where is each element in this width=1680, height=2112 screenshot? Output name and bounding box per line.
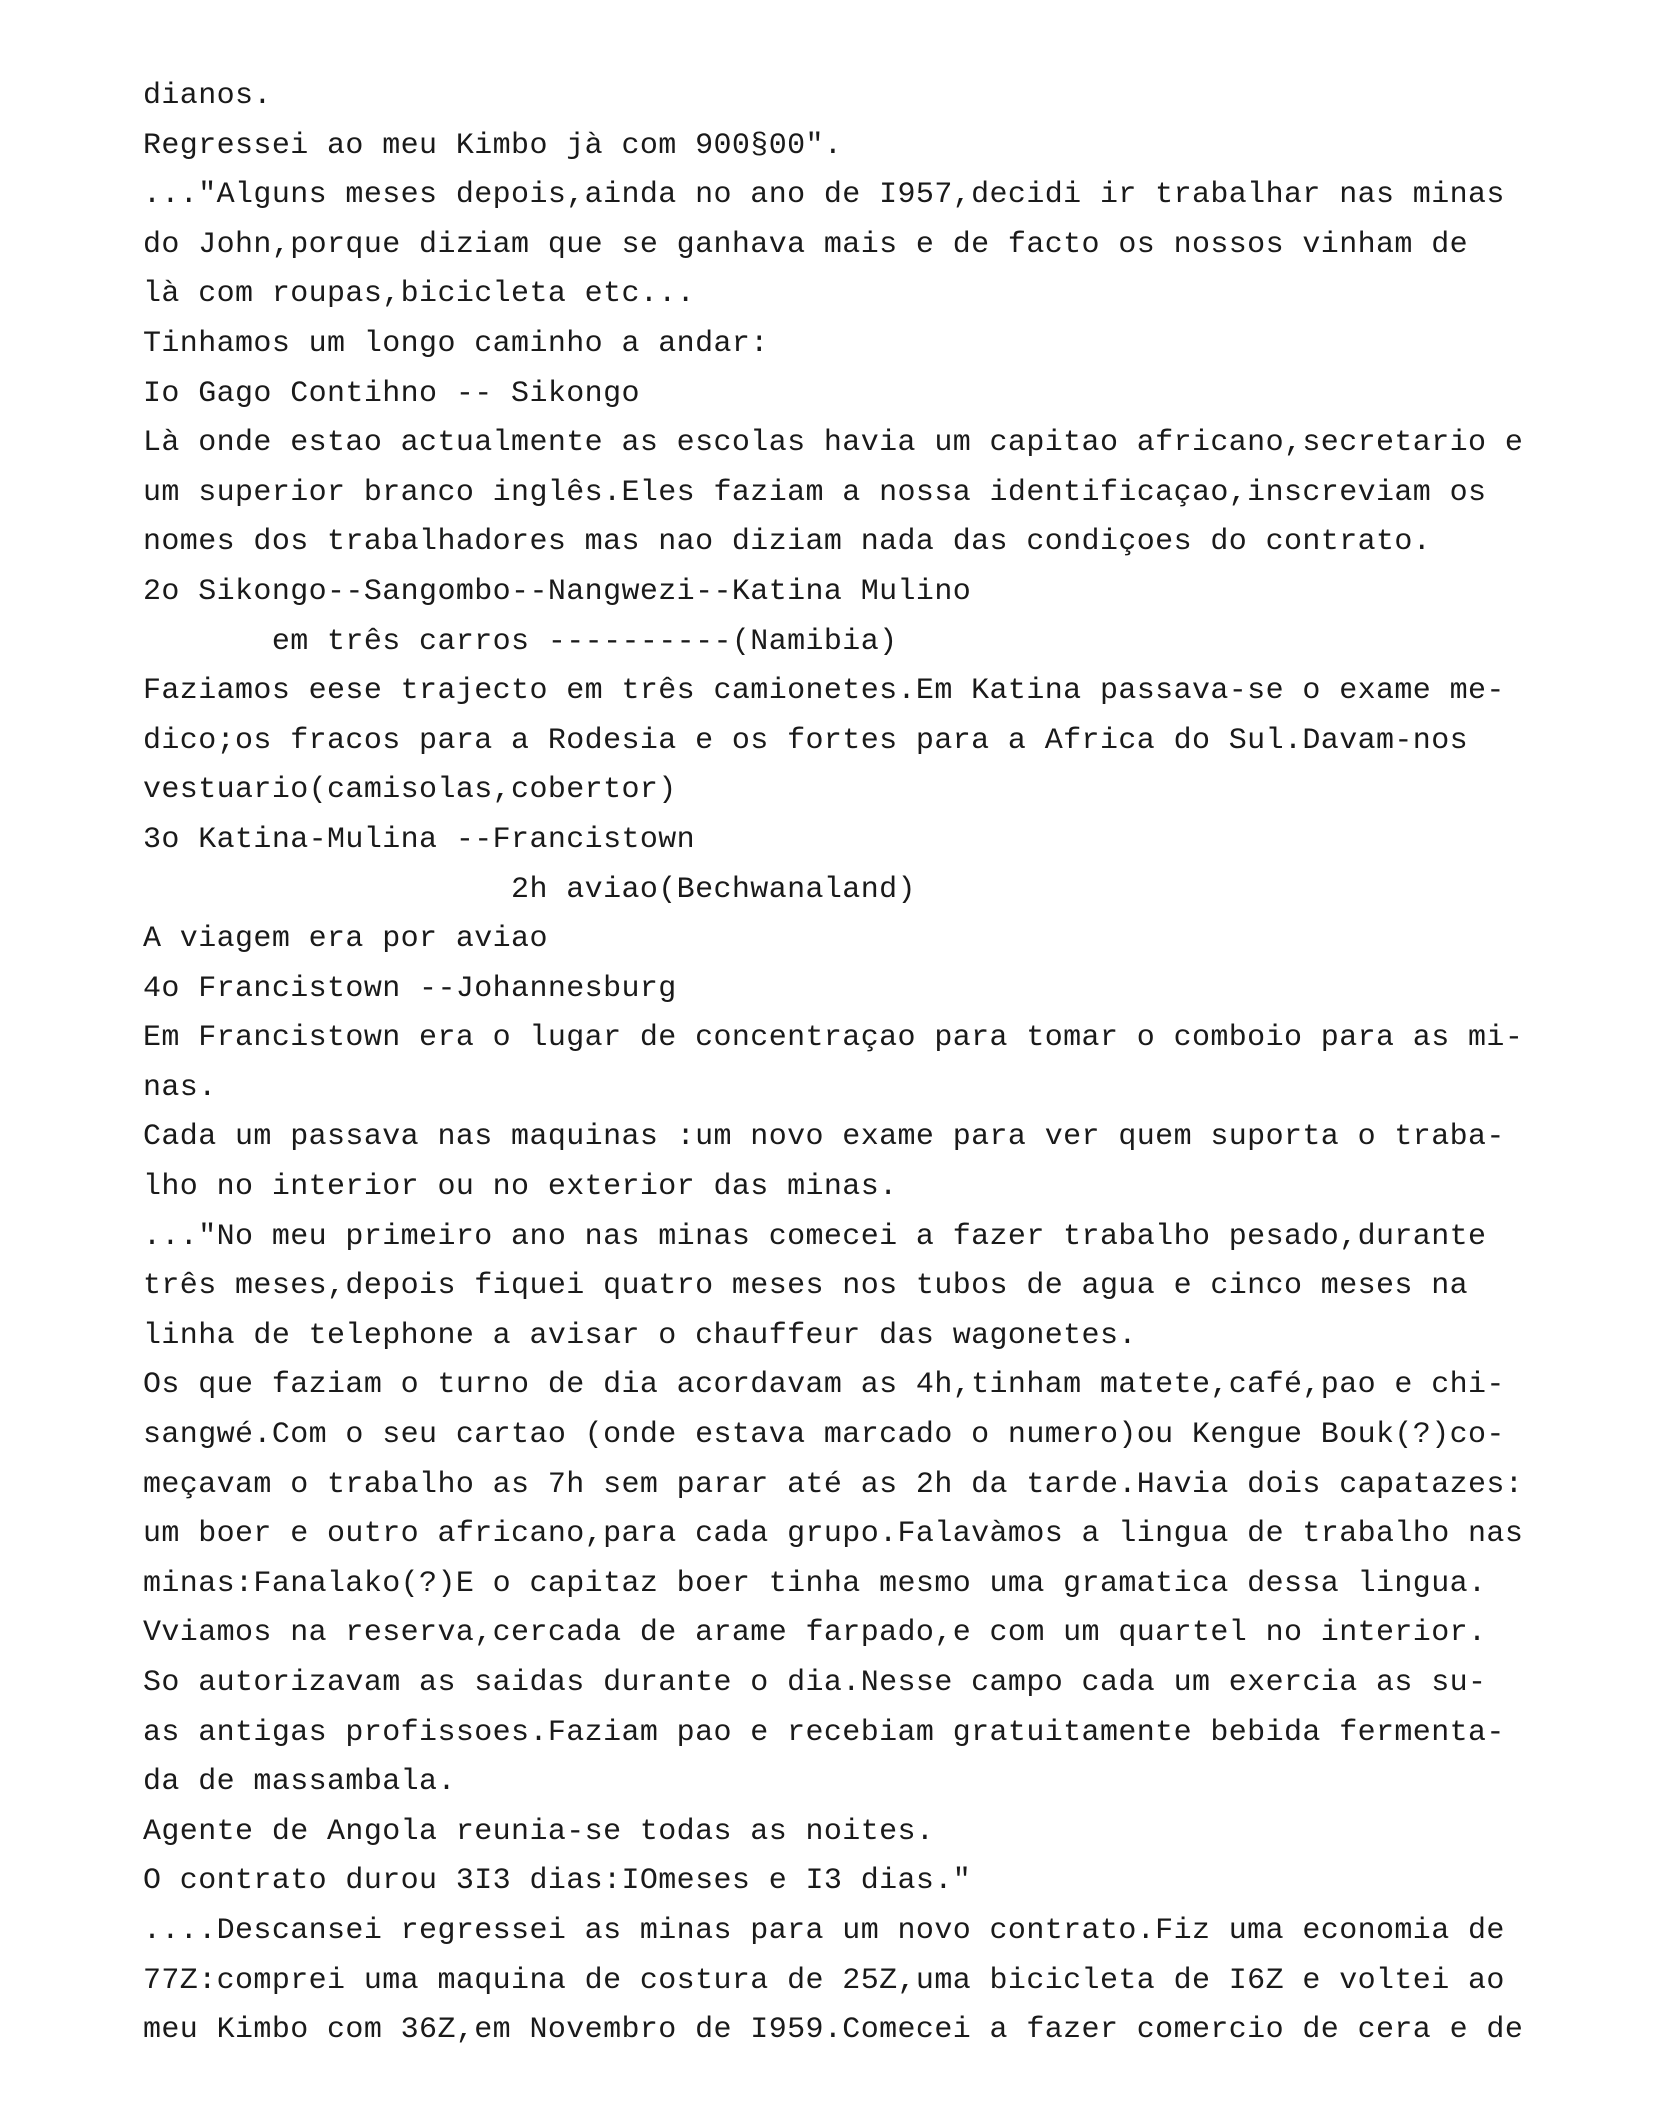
text-line: as antigas profissoes.Faziam pao e recebiam gratuitamente bebida fermenta- [143,1715,1505,1750]
text-line: nas. [143,1070,217,1105]
text-line: ..."No meu primeiro ano nas minas comecei a fazer trabalho pesado,durante [143,1219,1487,1254]
text-line: meçavam o trabalho as 7h sem parar até as 2h da tarde.Havia dois capatazes: [143,1467,1524,1502]
text-line: Em Francistown era o lugar de concentraçao para tomar o comboio para as mi- [143,1021,1524,1056]
text-line: Vviamos na reserva,cercada de arame farpado,e com um quartel no interior. [143,1616,1487,1651]
text-line: 3o Katina-Mulina --Francistown [143,822,696,857]
text-line: Là onde estao actualmente as escolas havia um capitao africano,secretario e [143,426,1524,461]
text-line: ....Descansei regressei as minas para um novo contrato.Fiz uma economia de [143,1913,1505,1948]
text-line: dico;os fracos para a Rodesia e os fortes para a Africa do Sul.Davam-nos [143,723,1469,758]
text-line: 4o Francistown --Johannesburg [143,971,677,1006]
text-line: Agente de Angola reunia-se todas as noites. [143,1814,935,1849]
text-line: Cada um passava nas maquinas :um novo exame para ver quem suporta o traba- [143,1120,1505,1155]
text-line: meu Kimbo com 36Z,em Novembro de I959.Comecei a fazer comercio de cera e de [143,2013,1524,2048]
text-line: 2o Sikongo--Sangombo--Nangwezi--Katina Mulino [143,574,972,609]
text-line: ..."Alguns meses depois,ainda no ano de I957,decidi ir trabalhar nas minas [143,178,1505,213]
text-line: dianos. [143,79,272,113]
text-line: Os que faziam o turno de dia acordavam as 4h,tinham matete,café,pao e chi- [143,1368,1505,1403]
text-line: um boer e outro africano,para cada grupo.Falavàmos a lingua de trabalho nas [143,1517,1524,1552]
text-line: minas:Fanalako(?)E o capitaz boer tinha mesmo uma gramatica dessa lingua. [143,1566,1487,1601]
text-line: 77Z:comprei uma maquina de costura de 25Z,uma bicicleta de I6Z e voltei ao [143,1963,1505,1998]
typewritten-page [143,72,1643,2056]
text-line: um superior branco inglês.Eles faziam a nossa identificaçao,inscreviam os [143,475,1487,510]
text-line: Tinhamos um longo caminho a andar: [143,326,769,361]
text-line: três meses,depois fiquei quatro meses nos tubos de agua e cinco meses na [143,1269,1469,1304]
text-line: So autorizavam as saidas durante o dia.Nesse campo cada um exercia as su- [143,1666,1487,1700]
text-line: nomes dos trabalhadores mas nao diziam nada das condiçoes do contrato. [143,525,1432,560]
text-line: 2h aviao(Bechwanaland) [143,872,916,907]
text-line: vestuario(camisolas,cobertor) [143,773,677,808]
text-line: em três carros ----------(Namibia) [143,624,898,659]
text-line: A viagem era por aviao [143,922,548,957]
text-line: lho no interior ou no exterior das minas. [143,1170,898,1205]
text-line: do John,porque diziam que se ganhava mais e de facto os nossos vinham de [143,227,1469,262]
text-line: da de massambala. [143,1765,456,1800]
text-line: sangwé.Com o seu cartao (onde estava marcado o numero)ou Kengue Bouk(?)co- [143,1418,1505,1453]
text-line: là com roupas,bicicleta etc... [143,277,696,312]
text-line: Regressei ao meu Kimbo jà com 900§00". [143,128,843,163]
text-line: Faziamos eese trajecto em três camionetes.Em Katina passava-se o exame me- [143,674,1505,709]
text-line: linha de telephone a avisar o chauffeur das wagonetes. [143,1318,1137,1353]
text-line: Io Gago Contihno -- Sikongo [143,376,640,411]
text-line: O contrato durou 3I3 dias:IOmeses e I3 dias." [143,1864,972,1899]
